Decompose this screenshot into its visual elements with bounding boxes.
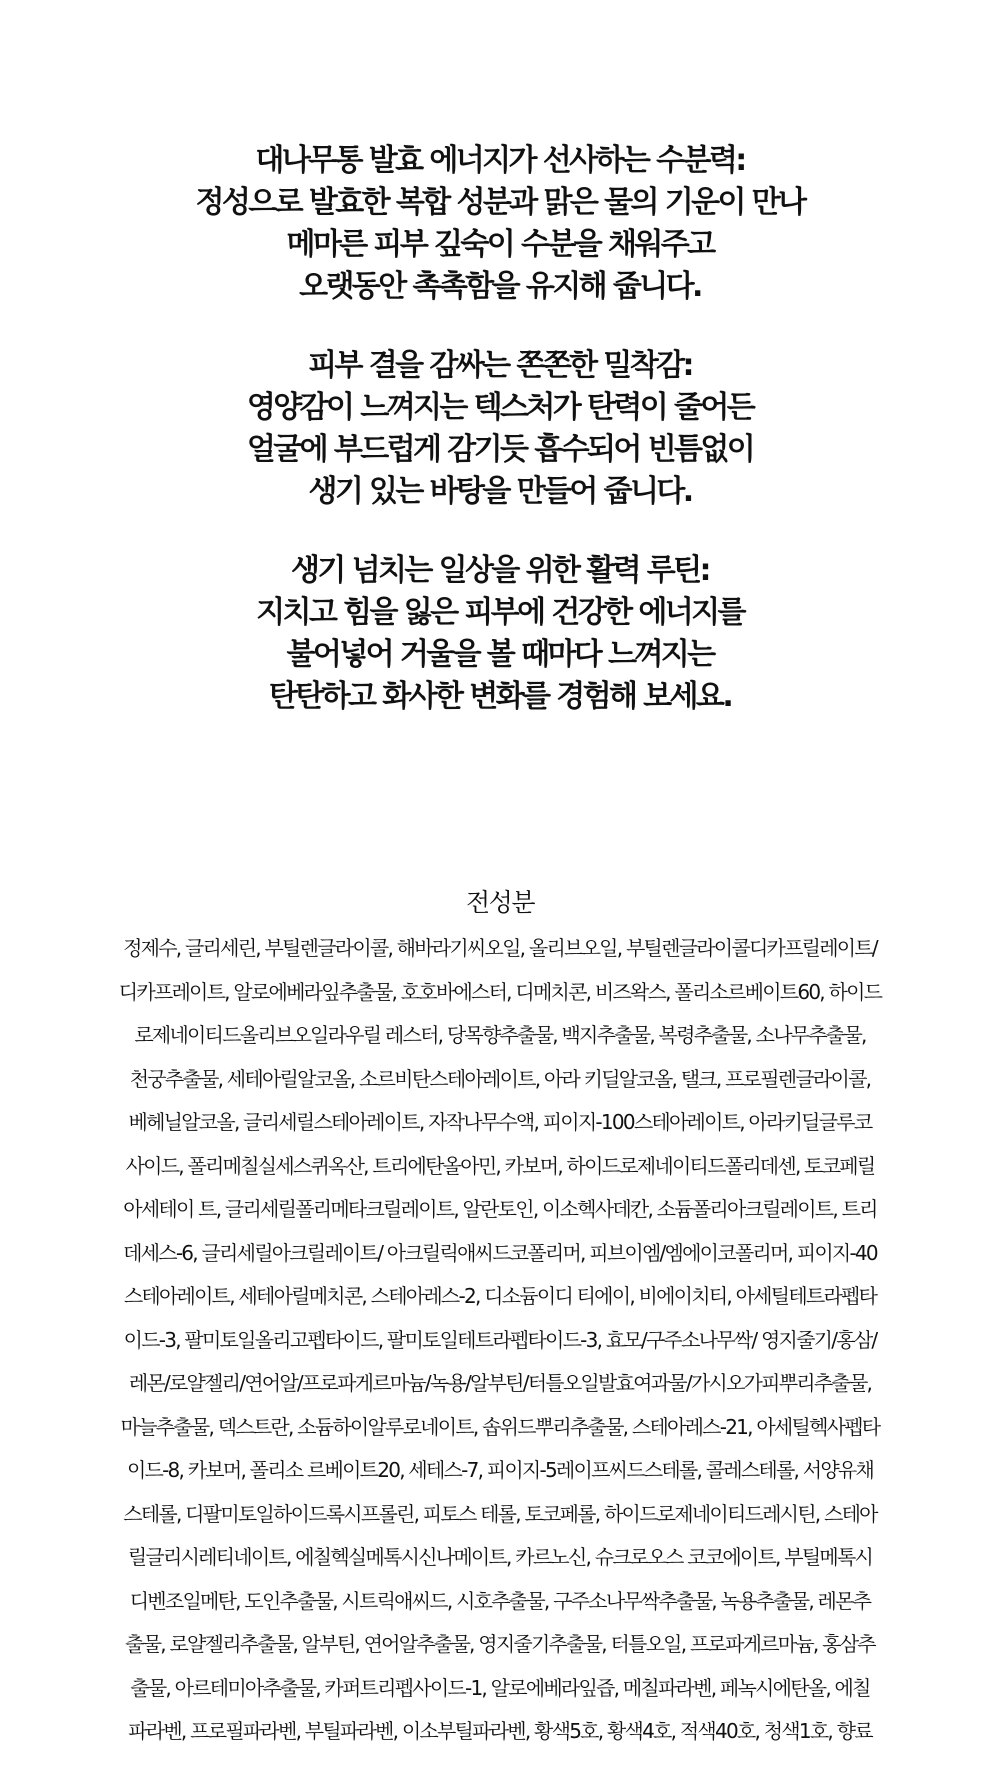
ingredient-line: 아세테이 트, 글리세릴폴리메타크릴레이트, 알란토인, 이소헥사데칸, 소듐폴리아크릴레이트, 트리	[123, 1197, 877, 1221]
paragraph-line: 생기 있는 바탕을 만들어 줍니다.	[308, 474, 692, 509]
ingredient-line: 이드-8, 카보머, 폴리소 르베이트20, 세테스-7, 피이지-5레이프씨드스테롤, 콜레스테롤, 서양유채	[126, 1458, 874, 1482]
ingredient-line: 디벤조일메탄, 도인추출물, 시트릭애씨드, 시호추출물, 구주소나무싹추출물, 녹용추출물, 레몬추	[129, 1588, 871, 1613]
intro-section	[0, 140, 1000, 755]
ingredient-line: 스테아레이트, 세테아릴메치콘, 스테아레스-2, 디소듐이디 티에이, 비에이치티, 아세틸테트라펩타	[123, 1284, 877, 1308]
ingredient-line: 로제네이티드올리브오일라우릴 레스터, 당목향추출물, 백지추출물, 복령추출물, 소나무추출물,	[134, 1023, 866, 1047]
paragraph-heading: 피부 결을 감싸는 쫀쫀한 밀착감:	[308, 348, 692, 383]
ingredient-line: 레몬/로얄젤리/연어알/프로파게르마늄/녹용/알부틴/터틀오일발효여과물/가시오가피뿌리추출물,	[128, 1371, 872, 1395]
paragraph-line: 메마른 피부 깊숙이 수분을 채워주고	[286, 227, 714, 262]
ingredient-line: 사이드, 폴리메칠실세스퀴옥산, 트리에탄올아민, 카보머, 하이드로제네이티드폴리데센, 토코페릴	[125, 1153, 875, 1178]
ingredient-line: 디카프레이트, 알로에베라잎추출물, 호호바에스터, 디메치콘, 비즈왁스, 폴리소르베이트60, 하이드	[118, 979, 882, 1004]
paragraph-heading: 생기 넘치는 일상을 위한 활력 루틴:	[291, 553, 709, 588]
paragraph-line: 지치고 힘을 잃은 피부에 건강한 에너지를	[256, 595, 744, 630]
ingredient-line: 베헤닐알코올, 글리세릴스테아레이트, 자작나무수액, 피이지-100스테아레이트, 아라키딜글루코	[128, 1110, 872, 1134]
ingredients-title: 전성분	[466, 888, 534, 917]
paragraph-heading: 대나무통 발효 에너지가 선사하는 수분력:	[255, 143, 745, 178]
moisture-paragraph	[0, 140, 1000, 308]
ingredients-list	[0, 927, 1000, 1754]
ingredient-line: 정제수, 글리세린, 부틸렌글라이콜, 해바라기씨오일, 올리브오일, 부틸렌글라이콜디카프릴레이트/	[123, 936, 877, 960]
ingredient-line: 이드-3, 팔미토일올리고펩타이드, 팔미토일테트라펩타이드-3, 효모/구주소나무싹/ 영지줄기/홍삼/	[123, 1327, 877, 1352]
paragraph-line: 불어넣어 거울을 볼 때마다 느껴지는	[286, 637, 714, 672]
paragraph-line: 영양감이 느껴지는 텍스처가 탄력이 줄어든	[246, 390, 754, 425]
ingredient-line: 스테롤, 디팔미토일하이드록시프롤린, 피토스 테롤, 토코페롤, 하이드로제네이티드레시틴, 스테아	[123, 1501, 877, 1526]
adhesion-paragraph	[0, 345, 1000, 513]
ingredient-line: 파라벤, 프로필파라벤, 부틸파라벤, 이소부틸파라벤, 황색5호, 황색4호, 적색40호, 청색1호, 향료	[128, 1719, 872, 1743]
ingredient-line: 마늘추출물, 덱스트란, 소듐하이알루로네이트, 솝위드뿌리추출물, 스테아레스-21, 아세틸헥사펩타	[120, 1414, 880, 1439]
vitality-paragraph	[0, 550, 1000, 718]
paragraph-line: 오랫동안 촉촉함을 유지해 줍니다.	[299, 269, 701, 304]
ingredient-line: 릴글리시레티네이트, 에칠헥실메톡시신나메이트, 카르노신, 슈크로오스 코코에이트, 부틸메톡시	[127, 1545, 873, 1569]
ingredient-line: 천궁추출물, 세테아릴알코올, 소르비탄스테아레이트, 아라 키딜알코올, 탤크, 프로필렌글라이콜,	[129, 1066, 871, 1091]
paragraph-line: 정성으로 발효한 복합 성분과 맑은 물의 기운이 만나	[195, 185, 805, 220]
paragraph-line: 탄탄하고 화사한 변화를 경험해 보세요.	[268, 679, 732, 714]
ingredient-line: 출물, 아르테미아추출물, 카퍼트리펩사이드-1, 알로에베라잎즙, 메칠파라벤, 페녹시에탄올, 에칠	[130, 1675, 870, 1700]
paragraph-line: 얼굴에 부드럽게 감기듯 흡수되어 빈틈없이	[246, 432, 754, 467]
ingredient-line: 데세스-6, 글리세릴아크릴레이트/ 아크릴릭애씨드코폴리머, 피브이엠/엠에이코폴리머, 피이지-40	[123, 1240, 877, 1265]
ingredient-line: 출물, 로얄젤리추출물, 알부틴, 연어알추출물, 영지줄기추출물, 터틀오일, 프로파게르마늄, 홍삼추	[125, 1632, 875, 1656]
ingredients-section	[0, 884, 1000, 1754]
